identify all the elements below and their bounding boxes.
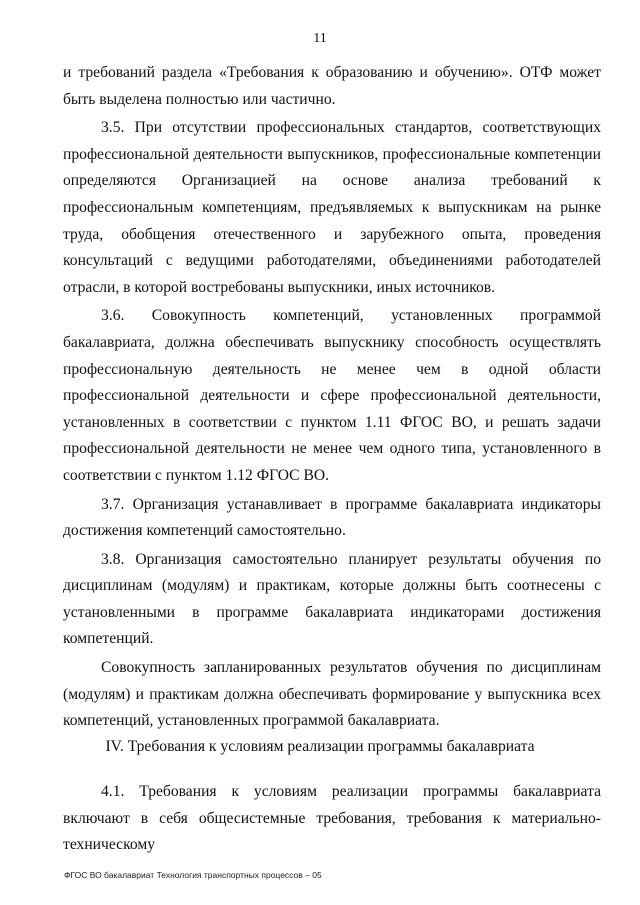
section-heading: IV. Требования к условиям реализации программы бакалавриата (105, 738, 535, 755)
paragraph-3-7: 3.7. Организация устанавливает в программе бакалавриата индикаторы достижения компетенций самостоятельно. (63, 495, 601, 540)
paragraph-continuation: и требований раздела «Требования к образованию и обучению». ОТФ может быть выделена полностью или частично. (63, 64, 601, 108)
paragraph-3-6: 3.6. Совокупность компетенций, установленных программой бакалавриата, должна обеспечивать выпускнику способность осуществлять профессиональную деятельность не менее чем в одной области профессиональной деятельности и сфере профессиональной деятельности, установленных в соответствии с пунктом 1.11 ФГОС ВО, и решать задачи профессиональной деятельности не менее чем одного типа, установленного в соответствии с пунктом 1.12 ФГОС ВО. (63, 307, 601, 484)
page-footer: ФГОС ВО бакалавриат Технология транспортных процессов – 05 (64, 870, 322, 880)
section-body (63, 779, 601, 859)
paragraph-results: Совокупность запланированных результатов обучения по дисциплинам (модулям) и практикам должна обеспечивать формирование у выпускника всех компетенций, установленных программой бакалавриата. (63, 659, 601, 730)
paragraph-4-1: 4.1. Требования к условиям реализации программы бакалавриата включают в себя общесистемные требования, требования к материально-техническому (63, 783, 601, 854)
paragraph-3-8: 3.8. Организация самостоятельно планирует результаты обучения по дисциплинам (модулям) и практикам, которые должны быть соотнесены с установленными в программе бакалавриата индикаторами достижения компетенций. (63, 550, 601, 648)
paragraph-3-5: 3.5. При отсутствии профессиональных стандартов, соответствующих профессиональной деятельности выпускников, профессиональные компетенции определяются Организацией на основе анализа требований к профессиональным компетенциям, предъявляемых к выпускникам на рынке труда, обобщения отечественного и зарубежного опыта, проведения консультаций с ведущими работодателями, объединениями работодателей отрасли, в которой востребованы выпускники, иных источников. (63, 119, 601, 296)
page-number: 11 (313, 31, 327, 46)
document-body (63, 60, 601, 735)
